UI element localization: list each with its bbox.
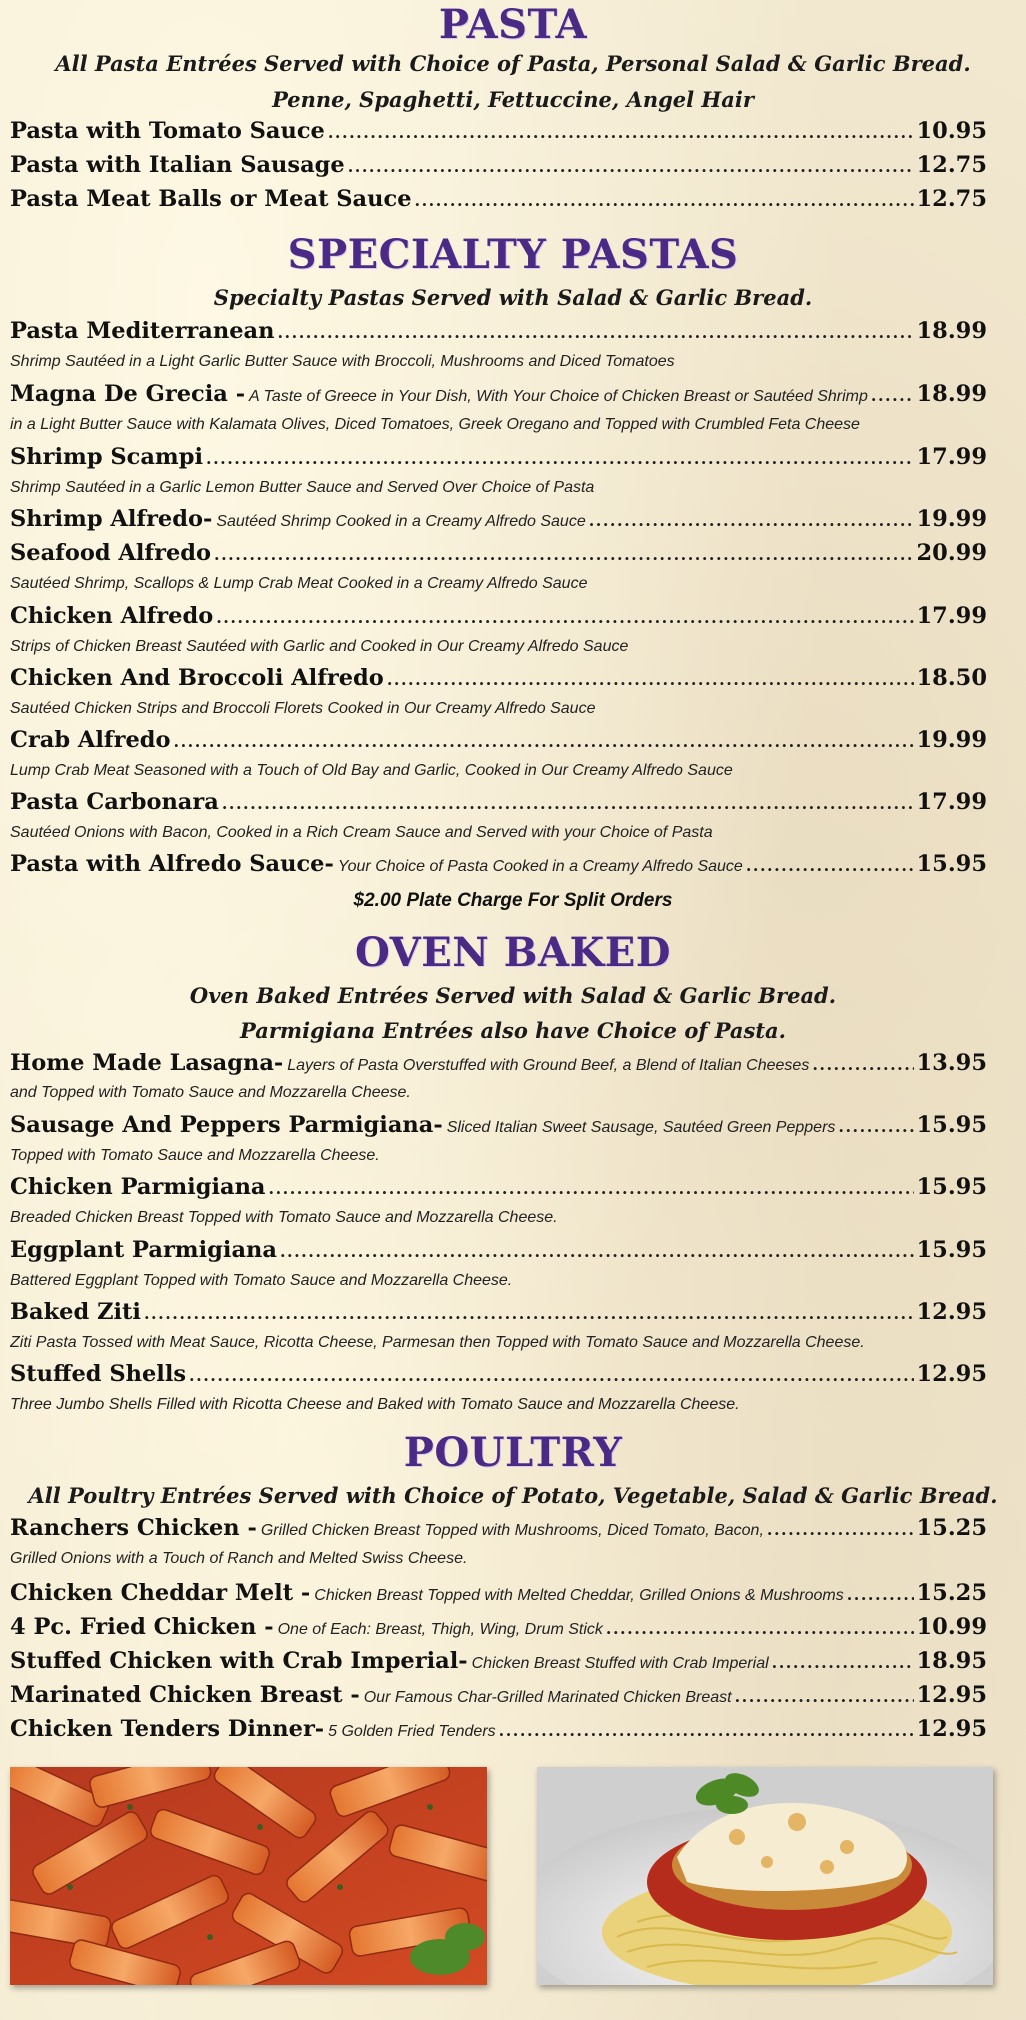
item-name: Pasta with Tomato Sauce	[10, 118, 325, 144]
item-description: Sautéed Shrimp, Scallops & Lump Crab Meat Cooked in a Creamy Alfredo Sauce	[10, 575, 588, 592]
item-name: Shrimp Scampi	[10, 444, 203, 470]
split-order-note: $2.00 Plate Charge For Split Orders	[353, 890, 673, 911]
item-price: 20.99	[916, 540, 987, 566]
penne-pasta-photo	[10, 1767, 487, 1985]
item-price: 18.50	[916, 665, 987, 691]
item-description: Lump Crab Meat Seasoned with a Touch of Old Bay and Garlic, Cooked in Our Creamy Alfredo Sauce	[10, 762, 733, 779]
leader-dots	[280, 1242, 914, 1261]
menu-item	[10, 603, 987, 635]
leader-dots	[812, 1055, 913, 1074]
item-name: Ranchers Chicken -	[10, 1515, 257, 1541]
leader-dots	[328, 123, 914, 142]
item-price: 15.25	[916, 1580, 987, 1606]
menu-item	[10, 444, 987, 476]
item-description: Topped with Tomato Sauce and Mozzarella Cheese.	[10, 1147, 380, 1164]
item-price: 13.95	[916, 1050, 987, 1076]
item-inline-description: Layers of Pasta Overstuffed with Ground Beef, a Blend of Italian Cheeses	[287, 1057, 810, 1074]
menu-item	[10, 506, 987, 538]
pasta-subtitle: All Pasta Entrées Served with Choice of Pasta, Personal Salad & Garlic Bread.	[55, 51, 971, 76]
menu-item	[10, 1580, 987, 1612]
item-inline-description: Sliced Italian Sweet Sausage, Sautéed Green Peppers	[446, 1119, 836, 1136]
menu-item	[10, 727, 987, 759]
menu-item	[10, 152, 987, 184]
leader-dots	[838, 1117, 913, 1136]
item-name: Marinated Chicken Breast -	[10, 1682, 360, 1708]
menu-item	[10, 665, 987, 697]
menu-item	[10, 1716, 987, 1748]
item-name: Stuffed Chicken with Crab Imperial-	[10, 1648, 468, 1674]
leader-dots	[746, 856, 914, 875]
item-price: 17.99	[916, 444, 987, 470]
leader-dots	[499, 1721, 914, 1740]
leader-dots	[735, 1687, 914, 1706]
menu-item	[10, 1682, 987, 1714]
menu-item	[10, 1299, 987, 1331]
leader-dots	[606, 1619, 914, 1638]
item-name: Pasta with Alfredo Sauce-	[10, 851, 334, 877]
item-price: 15.95	[916, 1174, 987, 1200]
item-name: Chicken Cheddar Melt -	[10, 1580, 311, 1606]
item-inline-description: A Taste of Greece in Your Dish, With Your Choice of Chicken Breast or Sautéed Shrimp	[249, 388, 868, 405]
item-name: Shrimp Alfredo-	[10, 506, 213, 532]
item-inline-description: One of Each: Breast, Thigh, Wing, Drum Stick	[277, 1621, 603, 1638]
menu-item	[10, 1237, 987, 1269]
pasta-title: PASTA	[438, 1, 588, 48]
item-description: Sautéed Onions with Bacon, Cooked in a Rich Cream Sauce and Served with your Choice of Pasta	[10, 824, 713, 841]
item-price: 12.95	[916, 1299, 987, 1325]
oven-baked-subtitle-2: Parmigiana Entrées also have Choice of Pasta.	[240, 1018, 786, 1043]
item-name: Magna De Grecia -	[10, 381, 246, 407]
specialty-subtitle: Specialty Pastas Served with Salad & Garlic Bread.	[213, 285, 813, 310]
menu-item	[10, 540, 987, 572]
menu-item	[10, 1614, 987, 1646]
leader-dots	[589, 511, 914, 530]
menu-item	[10, 318, 987, 350]
item-price: 15.95	[916, 851, 987, 877]
menu-item	[10, 1515, 987, 1547]
item-price: 12.75	[916, 186, 987, 212]
item-price: 19.99	[916, 506, 987, 532]
item-name: Seafood Alfredo	[10, 540, 211, 566]
item-price: 18.95	[916, 1648, 987, 1674]
item-price: 17.99	[916, 789, 987, 815]
leader-dots	[214, 545, 914, 564]
menu-item	[10, 118, 987, 150]
item-inline-description: Sautéed Shrimp Cooked in a Creamy Alfredo Sauce	[216, 513, 586, 530]
item-description: in a Light Butter Sauce with Kalamata Olives, Diced Tomatoes, Greek Oregano and Topped with Crumbled Feta Cheese	[10, 416, 860, 433]
item-description: Three Jumbo Shells Filled with Ricotta Cheese and Baked with Tomato Sauce and Mozzarella Cheese.	[10, 1396, 740, 1413]
item-price: 15.95	[916, 1112, 987, 1138]
pasta-types: Penne, Spaghetti, Fettuccine, Angel Hair	[272, 87, 754, 112]
leader-dots	[277, 323, 913, 342]
item-name: Chicken Alfredo	[10, 603, 214, 629]
item-inline-description: 5 Golden Fried Tenders	[328, 1723, 496, 1740]
item-description: Sautéed Chicken Strips and Broccoli Florets Cooked in Our Creamy Alfredo Sauce	[10, 700, 596, 717]
leader-dots	[387, 670, 914, 689]
item-name: Pasta Mediterranean	[10, 318, 275, 344]
item-inline-description: Chicken Breast Stuffed with Crab Imperial	[471, 1655, 769, 1672]
item-price: 15.95	[916, 1237, 987, 1263]
item-inline-description: Your Choice of Pasta Cooked in a Creamy Alfredo Sauce	[337, 858, 743, 875]
item-name: Pasta Meat Balls or Meat Sauce	[10, 186, 412, 212]
leader-dots	[415, 191, 914, 210]
item-name: Eggplant Parmigiana	[10, 1237, 277, 1263]
leader-dots	[189, 1366, 913, 1385]
item-price: 18.99	[916, 381, 987, 407]
item-name: Chicken Tenders Dinner-	[10, 1716, 325, 1742]
leader-dots	[174, 732, 914, 751]
poultry-title: POULTRY	[403, 1429, 623, 1476]
item-name: Chicken Parmigiana	[10, 1174, 266, 1200]
menu-item	[10, 1648, 987, 1680]
leader-dots	[772, 1653, 914, 1672]
item-name: Chicken And Broccoli Alfredo	[10, 665, 384, 691]
leader-dots	[206, 449, 914, 468]
item-inline-description: Grilled Chicken Breast Topped with Mushrooms, Diced Tomato, Bacon,	[260, 1522, 764, 1539]
leader-dots	[144, 1304, 914, 1323]
leader-dots	[348, 157, 914, 176]
leader-dots	[269, 1179, 914, 1198]
item-price: 12.95	[916, 1716, 987, 1742]
item-description: Battered Eggplant Topped with Tomato Sauce and Mozzarella Cheese.	[10, 1272, 513, 1289]
item-name: Baked Ziti	[10, 1299, 141, 1325]
leader-dots	[216, 608, 913, 627]
item-price: 12.95	[916, 1361, 987, 1387]
item-description: Ziti Pasta Tossed with Meat Sauce, Ricotta Cheese, Parmesan then Topped with Tomato Sauce and Mozzarella Cheese.	[10, 1334, 865, 1351]
oven-baked-subtitle: Oven Baked Entrées Served with Salad & Garlic Bread.	[189, 983, 837, 1008]
item-description: Grilled Onions with a Touch of Ranch and Melted Swiss Cheese.	[10, 1550, 468, 1567]
item-price: 19.99	[916, 727, 987, 753]
item-name: 4 Pc. Fried Chicken -	[10, 1614, 274, 1640]
item-description: Shrimp Sautéed in a Light Garlic Butter Sauce with Broccoli, Mushrooms and Diced Tomatoes	[10, 353, 675, 370]
item-name: Pasta with Italian Sausage	[10, 152, 345, 178]
menu-item	[10, 1174, 987, 1206]
item-price: 10.99	[916, 1614, 987, 1640]
item-inline-description: Our Famous Char-Grilled Marinated Chicken Breast	[363, 1689, 732, 1706]
leader-dots	[222, 794, 914, 813]
menu-item	[10, 789, 987, 821]
poultry-subtitle: All Poultry Entrées Served with Choice of Potato, Vegetable, Salad & Garlic Bread.	[28, 1483, 998, 1508]
specialty-title: SPECIALTY PASTAS	[287, 231, 739, 278]
item-price: 10.95	[916, 118, 987, 144]
menu-item	[10, 186, 987, 218]
item-name: Home Made Lasagna-	[10, 1050, 284, 1076]
leader-dots	[871, 386, 914, 405]
item-description: and Topped with Tomato Sauce and Mozzarella Cheese.	[10, 1084, 411, 1101]
item-name: Sausage And Peppers Parmigiana-	[10, 1112, 443, 1138]
item-name: Crab Alfredo	[10, 727, 171, 753]
item-price: 17.99	[916, 603, 987, 629]
leader-dots	[767, 1520, 914, 1539]
item-description: Breaded Chicken Breast Topped with Tomato Sauce and Mozzarella Cheese.	[10, 1209, 558, 1226]
leader-dots	[847, 1585, 914, 1604]
chicken-parmigiana-photo	[537, 1767, 993, 1985]
item-name: Pasta Carbonara	[10, 789, 219, 815]
menu-item	[10, 851, 987, 883]
item-name: Stuffed Shells	[10, 1361, 187, 1387]
item-description: Strips of Chicken Breast Sautéed with Garlic and Cooked in Our Creamy Alfredo Sauce	[10, 638, 629, 655]
menu-item	[10, 381, 987, 413]
item-description: Shrimp Sautéed in a Garlic Lemon Butter Sauce and Served Over Choice of Pasta	[10, 479, 595, 496]
menu-item	[10, 1050, 987, 1082]
item-price: 12.95	[916, 1682, 987, 1708]
item-price: 18.99	[916, 318, 987, 344]
item-price: 15.25	[916, 1515, 987, 1541]
menu-item	[10, 1112, 987, 1144]
item-inline-description: Chicken Breast Topped with Melted Cheddar, Grilled Onions & Mushrooms	[314, 1587, 844, 1604]
item-price: 12.75	[916, 152, 987, 178]
menu-item	[10, 1361, 987, 1393]
oven-baked-title: OVEN BAKED	[355, 929, 671, 976]
